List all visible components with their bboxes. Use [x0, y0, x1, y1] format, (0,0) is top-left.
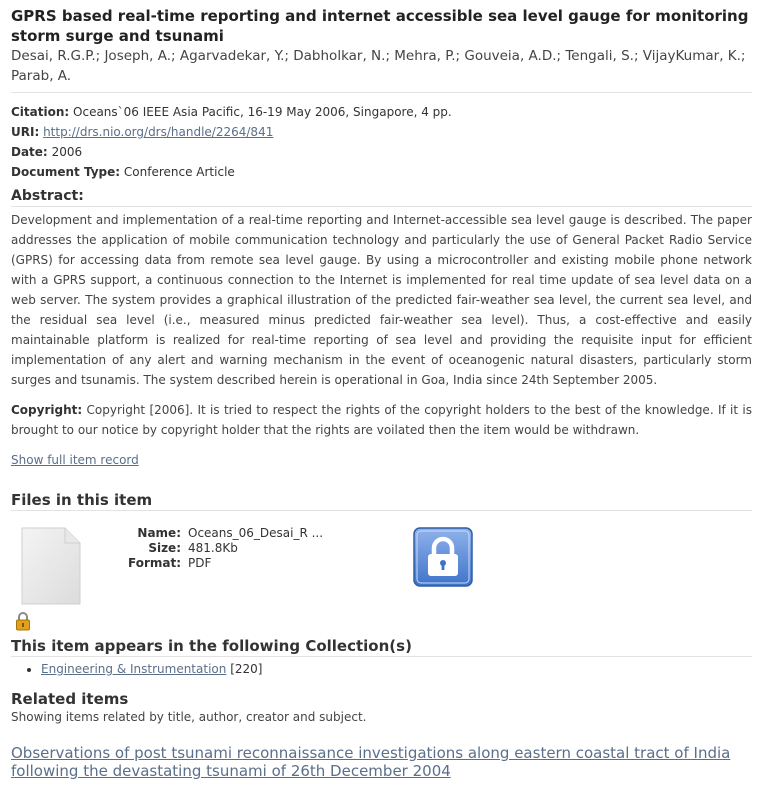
doctype-label: Document Type: [11, 165, 121, 179]
doctype-row [11, 162, 752, 182]
small-lock-icon [15, 611, 31, 631]
item-title: GPRS based real-time reporting and internet accessible sea level gauge for monitoring storm surge and tsunami [11, 7, 749, 45]
collection-count: [220] [230, 662, 263, 676]
citation-label: Citation: [11, 105, 70, 119]
date-label: Date: [11, 145, 48, 159]
item-authors: Desai, R.G.P.; Joseph, A.; Agarvadekar, Y.; Dabholkar, N.; Mehra, P.; Gouveia, A.D.; Tengali, S.; VijayKumar, K.; Parab, A. [11, 48, 746, 84]
copyright-block [11, 400, 752, 440]
uri-row [11, 122, 752, 142]
copyright-text: Copyright [2006]. It is tried to respect the rights of the copyright holders to the best of the knowledge. If it is brought to our notice by copyright holder that the rights are voilated then the item would be withdrawn. [11, 403, 752, 437]
uri-link[interactable]: http://drs.nio.org/drs/handle/2264/841 [43, 125, 274, 139]
abstract-heading: Abstract: [11, 186, 752, 207]
file-name-value: Oceans_06_Desai_R ... [188, 526, 324, 540]
show-full-record-link[interactable]: Show full item record [11, 453, 139, 467]
collection-link[interactable]: Engineering & Instrumentation [41, 662, 227, 676]
collection-item [41, 659, 752, 679]
file-size-value: 481.8Kb [188, 541, 238, 555]
large-lock-icon[interactable] [413, 527, 473, 587]
uri-label: URI: [11, 125, 40, 139]
collections-heading: This item appears in the following Collection(s) [11, 636, 752, 657]
file-size-label: Size: [148, 541, 181, 555]
date-row [11, 142, 752, 162]
related-item-link[interactable]: Observations of post tsunami reconnaissance investigations along eastern coastal tract of India following the devastating tsunami of 26th December 2004 [11, 744, 731, 780]
file-format-value: PDF [188, 556, 212, 570]
related-heading: Related items [11, 690, 129, 708]
doctype-value: Conference Article [123, 165, 235, 179]
related-subtitle: Showing items related by title, author, creator and subject. [11, 710, 367, 724]
files-heading: Files in this item [11, 490, 752, 511]
show-full-record-row [11, 450, 752, 470]
citation-value: Oceans`06 IEEE Asia Pacific, 16-19 May 2006, Singapore, 4 pp. [73, 105, 452, 119]
file-metadata [111, 526, 323, 571]
date-value: 2006 [51, 145, 83, 159]
file-name-label: Name: [137, 526, 181, 540]
divider [11, 92, 752, 93]
file-name-row [111, 526, 323, 541]
file-size-row [111, 541, 323, 556]
copyright-label: Copyright: [11, 403, 83, 417]
citation-row [11, 102, 752, 122]
collections-list [11, 659, 752, 679]
file-entry [11, 511, 752, 626]
file-format-label: Format: [127, 556, 181, 570]
item-page [0, 6, 759, 780]
file-format-row [111, 556, 323, 571]
abstract-text: Development and implementation of a real-time reporting and Internet-accessible sea level gauge is described. The paper addresses the application of mobile communication technology and particularly the use of General Packet Radio Service (GPRS) for accessing data from remote sea level gauge. By using a microcontroller and existing mobile phone network with a GPRS support, a continuous connection to the Internet is implemented for real time update of sea level data on a web server. The system provides a graphical illustration of the predicted fair-weather sea level, the current sea level, and the residual sea level (i.e., measured minus predicted fair-weather sea level). Thus, a cost-effective and easily maintainable platform is realized for real-time reporting of sea level and providing the requisite input for efficient implementation of any alert and warning mechanism in the event of oceanogenic natural disasters, particularly storm surges and tsunamis. The system described herein is operational in Goa, India since 24th September 2005. [11, 213, 752, 387]
document-thumbnail-icon[interactable] [21, 527, 81, 605]
